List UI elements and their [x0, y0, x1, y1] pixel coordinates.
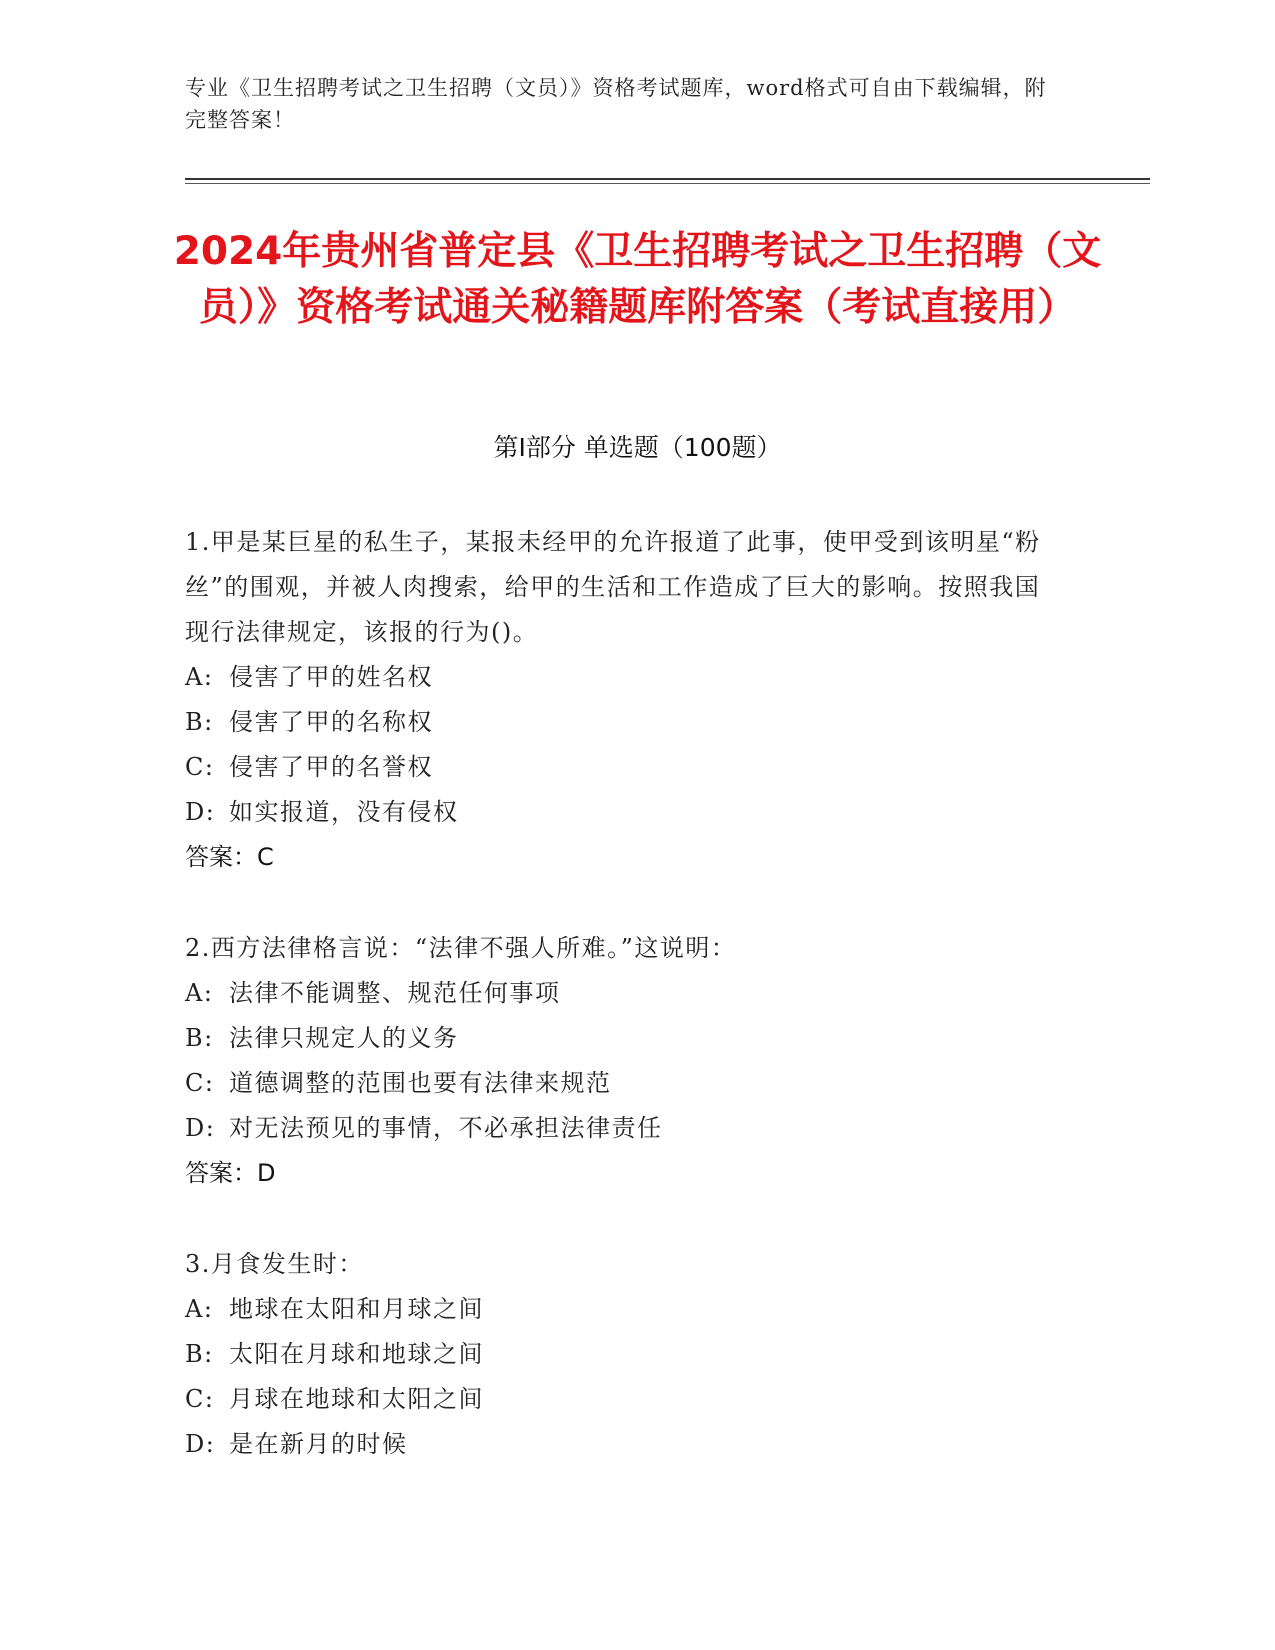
answer-line: 答案：D — [185, 1159, 276, 1187]
option-text: 是在新月的时候 — [229, 1430, 408, 1458]
option-key: C: — [185, 1069, 215, 1097]
option-text: 太阳在月球和地球之间 — [229, 1340, 484, 1368]
question-3 — [185, 1242, 1065, 1467]
option-b — [185, 700, 1065, 745]
option-text: 如实报道，没有侵权 — [229, 798, 459, 826]
header-divider-thin — [185, 183, 1150, 184]
section-heading: 第I部分 单选题（100题） — [493, 433, 782, 462]
option-text: 法律只规定人的义务 — [229, 1024, 459, 1052]
option-key: B: — [185, 1340, 214, 1368]
option-c — [185, 745, 1065, 790]
option-a — [185, 655, 1065, 700]
question-stem: 3.月食发生时： — [185, 1250, 364, 1278]
option-key: D: — [185, 1114, 216, 1142]
option-key: C: — [185, 753, 215, 781]
option-b — [185, 1016, 1065, 1061]
question-list — [185, 520, 1065, 1513]
question-stem: 2.西方法律格言说：“法律不强人所难。”这说明： — [185, 934, 737, 962]
option-a — [185, 971, 1065, 1016]
option-text: 月球在地球和太阳之间 — [229, 1385, 484, 1413]
option-d — [185, 790, 1065, 835]
option-key: A: — [185, 979, 214, 1007]
option-c — [185, 1377, 1065, 1422]
option-key: B: — [185, 708, 214, 736]
question-2 — [185, 926, 1065, 1196]
option-a — [185, 1287, 1065, 1332]
option-text: 侵害了甲的名称权 — [229, 708, 433, 736]
option-b — [185, 1332, 1065, 1377]
option-key: C: — [185, 1385, 215, 1413]
option-key: A: — [185, 1295, 214, 1323]
option-text: 地球在太阳和月球之间 — [229, 1295, 484, 1323]
option-key: D: — [185, 798, 216, 826]
option-text: 法律不能调整、规范任何事项 — [229, 979, 561, 1007]
question-1 — [185, 520, 1065, 880]
option-text: 侵害了甲的姓名权 — [229, 663, 433, 691]
option-key: B: — [185, 1024, 214, 1052]
question-stem: 1.甲是某巨星的私生子，某报未经甲的允许报道了此事，使甲受到该明星“粉丝”的围观，并被人肉搜索，给甲的生活和工作造成了巨大的影响。按照我国现行法律规定，该报的行为()。 — [185, 528, 1041, 646]
document-title: 2024年贵州省普定县《卫生招聘考试之卫生招聘（文员）》资格考试通关秘籍题库附答案（考试直接用） — [173, 229, 1102, 330]
option-key: A: — [185, 663, 214, 691]
header-note: 专业《卫生招聘考试之卫生招聘（文员）》资格考试题库，word格式可自由下载编辑，附完整答案！ — [185, 76, 1047, 132]
option-c — [185, 1061, 1065, 1106]
option-text: 道德调整的范围也要有法律来规范 — [229, 1069, 612, 1097]
option-d — [185, 1106, 1065, 1151]
header-divider-thick — [185, 178, 1150, 180]
answer-line: 答案：C — [185, 843, 274, 871]
option-text: 侵害了甲的名誉权 — [229, 753, 433, 781]
option-key: D: — [185, 1430, 216, 1458]
option-text: 对无法预见的事情，不必承担法律责任 — [229, 1114, 663, 1142]
option-d — [185, 1422, 1065, 1467]
